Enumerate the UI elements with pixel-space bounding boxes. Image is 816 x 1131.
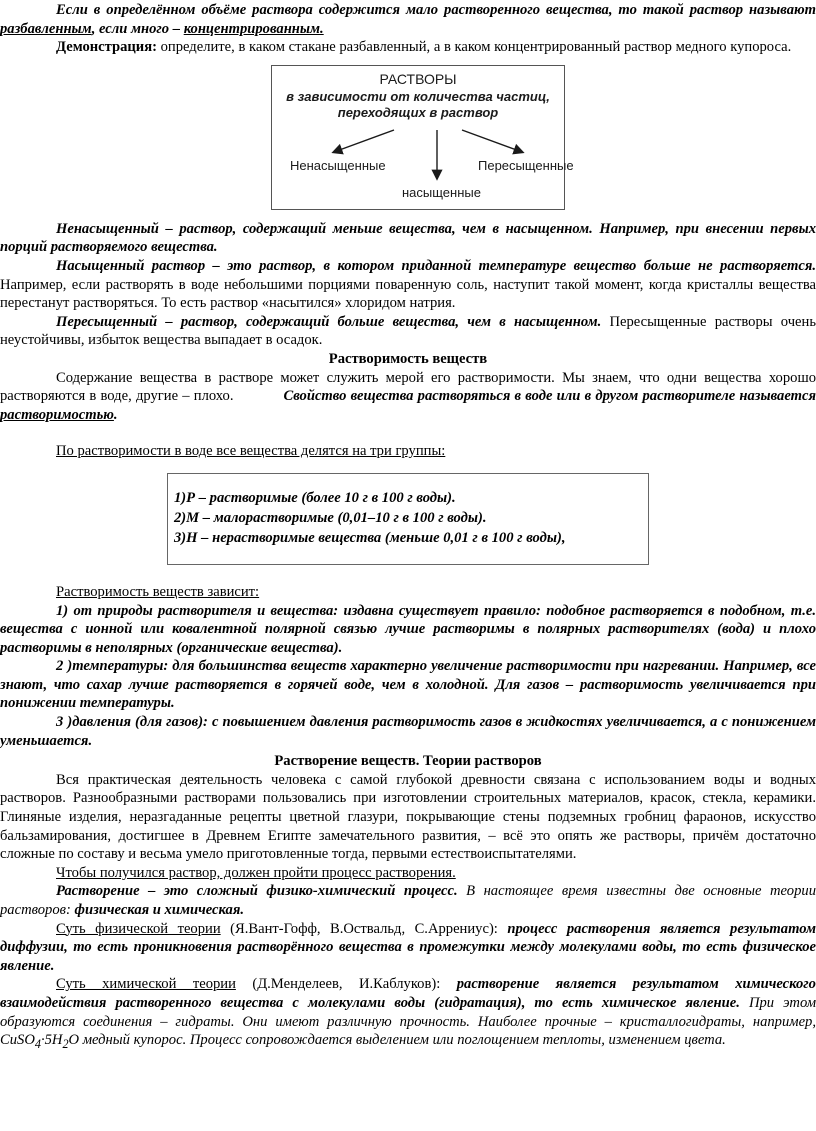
physical-theory-label: Суть физической теории xyxy=(56,920,221,937)
theories-paragraph xyxy=(0,882,816,919)
factor-pressure: 3 )давления (для газов): с повышением давления растворимость газов в жидкостях увеличивается, а с понижением уменьшается. xyxy=(0,714,816,749)
arrow-left xyxy=(334,130,394,152)
intro-text-mid: , если много – xyxy=(91,20,184,37)
unsaturated-definition: Ненасыщенный – раствор, содержащий меньше вещества, чем в насыщенном. Например, при внесении первых порций растворяемого вещества. xyxy=(0,220,816,256)
physical-theory-text: процесс растворения является результатом диффузии, то есть проникновения растворённого вещества в промежутки между молекулами воды, то есть физическое явление. xyxy=(0,920,816,974)
term-solubility: растворимостью xyxy=(0,406,114,423)
hydrates-text: При этом образуются соединения – гидраты. Они имеют различную прочность. Наиболее прочные – кристаллогидраты, например, CuSO xyxy=(0,994,816,1049)
group-item: 1)Р – растворимые (более 10 г в 100 г воды). xyxy=(174,489,456,506)
demo-text: определите, в каком стакане разбавленный, а в каком концентрированный раствор медного купороса. xyxy=(156,39,792,56)
solubility-text: Содержание вещества в растворе может служить мерой его растворимости. Мы знаем, что одни вещества хорошо растворяются в воде, другие – плохо. xyxy=(0,369,816,405)
diagram-label-saturated: насыщенные xyxy=(402,184,481,200)
process-statement: Чтобы получился раствор, должен пройти процесс растворения. xyxy=(56,864,456,881)
group-item: 3)Н – нерастворимые вещества (меньше 0,01 г в 100 г воды), xyxy=(174,529,566,546)
demo-label: Демонстрация: xyxy=(56,39,157,56)
diagram-label-unsaturated: Ненасыщенные xyxy=(290,157,386,173)
diagram-subtitle-line2: переходящих в раствор xyxy=(337,104,499,120)
intro-text: Если в определённом объёме раствора содержится мало растворенного вещества, то такой раствор называют xyxy=(56,2,816,18)
dissolution-definition: Растворение – это сложный физико-химический процесс. xyxy=(56,883,458,900)
chemical-theory-label: Суть химической теории xyxy=(56,976,236,993)
depends-intro: Растворимость веществ зависит: xyxy=(56,583,260,600)
theories-names: физическая и химическая. xyxy=(74,902,245,918)
process-paragraph xyxy=(0,864,816,883)
solubility-period: . xyxy=(113,406,118,423)
chemical-theory-text: растворение является результатом химического взаимодействия растворенного вещества с молекулами воды (гидратация), то есть химическое явление. xyxy=(0,976,816,1011)
physical-theory-authors: (Я.Вант-Гофф, В.Оствальд, С.Аррениус): xyxy=(220,920,508,937)
heading-dissolution: Растворение веществ. Теории растворов xyxy=(274,753,542,770)
history-paragraph: Вся практическая деятельность человека с самой глубокой древности связана с использованием воды и водных растворов. Разнообразными растворами пользовались при изготовлении строительных материалов, красок, стекла, керамики. Глиняные изделия, неразгаданные рецепты цветной глазури, покрывающие стены подземных гробниц фараонов, искусство бальзамирования, достигшее в Древнем Египте замечательного развития, – всё это опять же растворы, причём достаточно сложные по составу и весьма умело приготовленные тогда, первыми естествоиспытателями. xyxy=(0,771,816,863)
supersaturated-paragraph xyxy=(0,313,816,350)
solubility-paragraph xyxy=(0,369,816,425)
formula-mid: ·5H xyxy=(40,1032,63,1049)
saturated-example: Например, если растворять в воде небольшими порциями поваренную соль, наступит такой момент, когда кристаллы вещества перестанут растворяться. То есть раствор «насытился» хлоридом натрия. xyxy=(0,276,816,312)
hydrates-text-end: O медный купорос. Процесс сопровождается выделением или поглощением теплоты, изменением цвета. xyxy=(68,1032,726,1049)
depends-intro-paragraph xyxy=(0,583,816,602)
saturated-definition: Насыщенный раствор – это раствор, в котором приданной температуре вещество больше не растворяется. xyxy=(56,257,816,274)
heading-solubility: Растворимость веществ xyxy=(328,350,488,367)
subscript-2: 2 xyxy=(62,1037,69,1052)
solutions-diagram xyxy=(271,65,574,210)
groups-intro: По растворимости в воде все вещества делятся на три группы: xyxy=(56,443,446,460)
diagram-label-supersaturated: Пересыщенные xyxy=(478,157,574,173)
chemical-theory-paragraph xyxy=(0,975,816,1053)
diagram-subtitle-line1: в зависимости от количества частиц, xyxy=(286,88,550,104)
intro-paragraph xyxy=(0,1,816,38)
supersaturated-text: Пересыщенные растворы очень неустойчивы, избыток вещества выпадает в осадок. xyxy=(0,313,816,349)
demo-paragraph xyxy=(0,38,816,57)
diagram-title: РАСТВОРЫ xyxy=(379,70,457,87)
chemical-theory-authors: (Д.Менделеев, И.Каблуков): xyxy=(235,976,457,993)
term-concentrated: концентрированным. xyxy=(183,20,324,37)
supersaturated-definition: Пересыщенный – раствор, содержащий больше вещества, чем в насыщенном. xyxy=(56,313,602,330)
saturated-paragraph xyxy=(0,257,816,313)
arrow-right xyxy=(462,130,522,152)
factor-temperature: 2 )температуры: для большинства веществ характерно увеличение растворимости при нагревании. Например, все знают, что сахар лучше растворяется в горячей воде, чем в холодной. Для газов – растворимость увеличивается при понижении температуры. xyxy=(0,658,816,712)
solubility-definition: Свойство вещества растворяться в воде или в другом растворителе называется xyxy=(283,388,816,405)
theories-text: В настоящее время известны две основные теории растворов: xyxy=(0,883,816,918)
term-diluted: разбавленным xyxy=(0,20,92,37)
physical-theory-paragraph xyxy=(0,920,816,976)
subscript-4: 4 xyxy=(34,1037,41,1052)
solubility-groups-box xyxy=(167,473,649,565)
factor-nature: 1) от природы растворителя и вещества: издавна существует правило: подобное растворяется в подобном, т.е. вещества с ионной или ковалентной полярной связью лучше растворимы в полярных растворителях (вода) и плохо растворимы в неполярных (органические вещества). xyxy=(0,602,816,656)
group-item: 2)М – малорастворимые (0,01–10 г в 100 г воды). xyxy=(174,509,487,526)
groups-intro-paragraph xyxy=(0,442,816,461)
